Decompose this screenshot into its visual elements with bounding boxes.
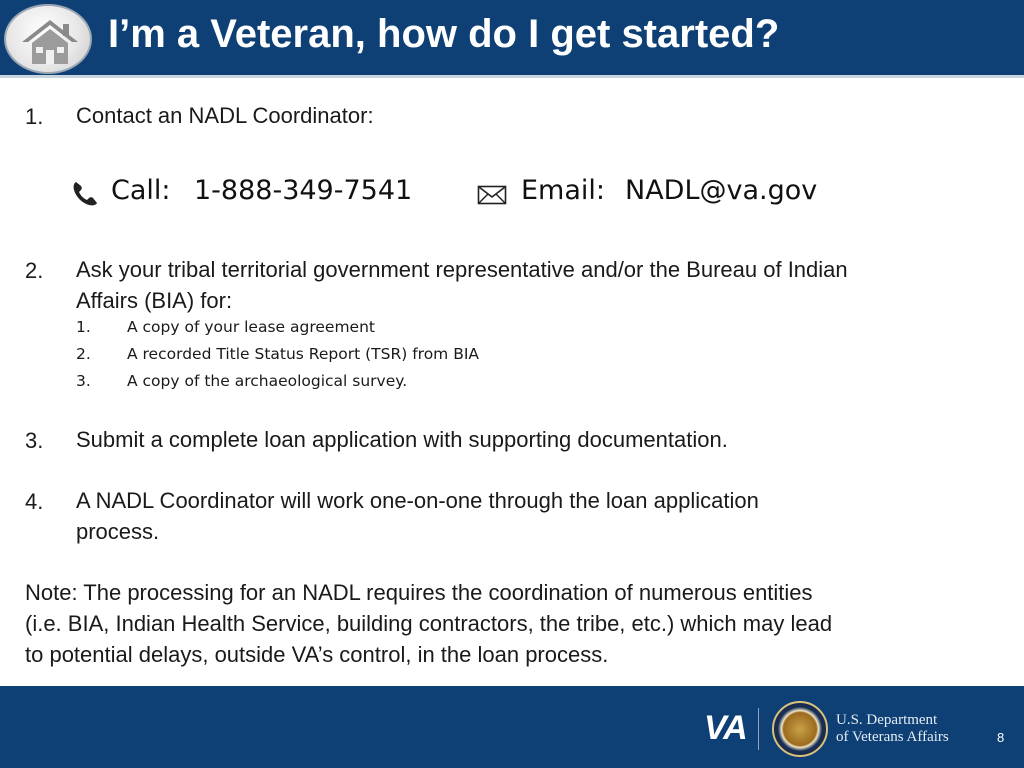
sub-item-3-text: A copy of the archaeological survey.: [127, 372, 408, 390]
step-2-line-2: Affairs (BIA) for:: [76, 288, 233, 313]
department-line-2: of Veterans Affairs: [836, 729, 949, 745]
step-3-number: 3.: [25, 428, 44, 453]
department-line-1: U.S. Department: [836, 712, 938, 728]
title-bar: [0, 0, 1024, 78]
page-title: I’m a Veteran, how do I get started?: [108, 12, 780, 56]
step-3-text: Submit a complete loan application with supporting documentation.: [76, 427, 728, 452]
step-1-text: Contact an NADL Coordinator:: [76, 103, 374, 128]
sub-item-3-number: 3.: [76, 372, 91, 390]
department-name: [836, 712, 949, 746]
logo-divider: [758, 708, 759, 750]
va-logo: VA: [704, 709, 747, 747]
note-line-2: (i.e. BIA, Indian Health Service, building contractors, the tribe, etc.) which may lead: [25, 611, 833, 636]
step-2-number: 2.: [25, 258, 44, 283]
home-icon[interactable]: [4, 4, 92, 74]
step-2-line-1: Ask your tribal territorial government representative and/or the Bureau of Indian: [76, 257, 848, 282]
note-line-1: Note: The processing for an NADL requires the coordination of numerous entities: [25, 580, 813, 605]
step-1-number: 1.: [25, 104, 44, 129]
sub-item-1-text: A copy of your lease agreement: [127, 318, 375, 336]
phone-icon: [70, 179, 100, 214]
sub-item-2-number: 2.: [76, 345, 91, 363]
email-address[interactable]: NADL@va.gov: [625, 175, 818, 206]
email-label: Email:: [521, 175, 606, 206]
note-line-3: to potential delays, outside VA’s control, in the loan process.: [25, 642, 609, 667]
step-4-line-1: A NADL Coordinator will work one-on-one through the loan application: [76, 488, 759, 513]
va-seal-icon: [772, 701, 828, 757]
sub-item-2-text: A recorded Title Status Report (TSR) from BIA: [127, 345, 480, 363]
page-number: 8: [997, 730, 1005, 745]
call-label: Call:: [111, 175, 171, 206]
step-4-line-2: process.: [76, 519, 160, 544]
email-icon: [477, 184, 507, 211]
step-4-number: 4.: [25, 489, 44, 514]
sub-item-1-number: 1.: [76, 318, 91, 336]
phone-number[interactable]: 1-888-349-7541: [194, 175, 413, 206]
